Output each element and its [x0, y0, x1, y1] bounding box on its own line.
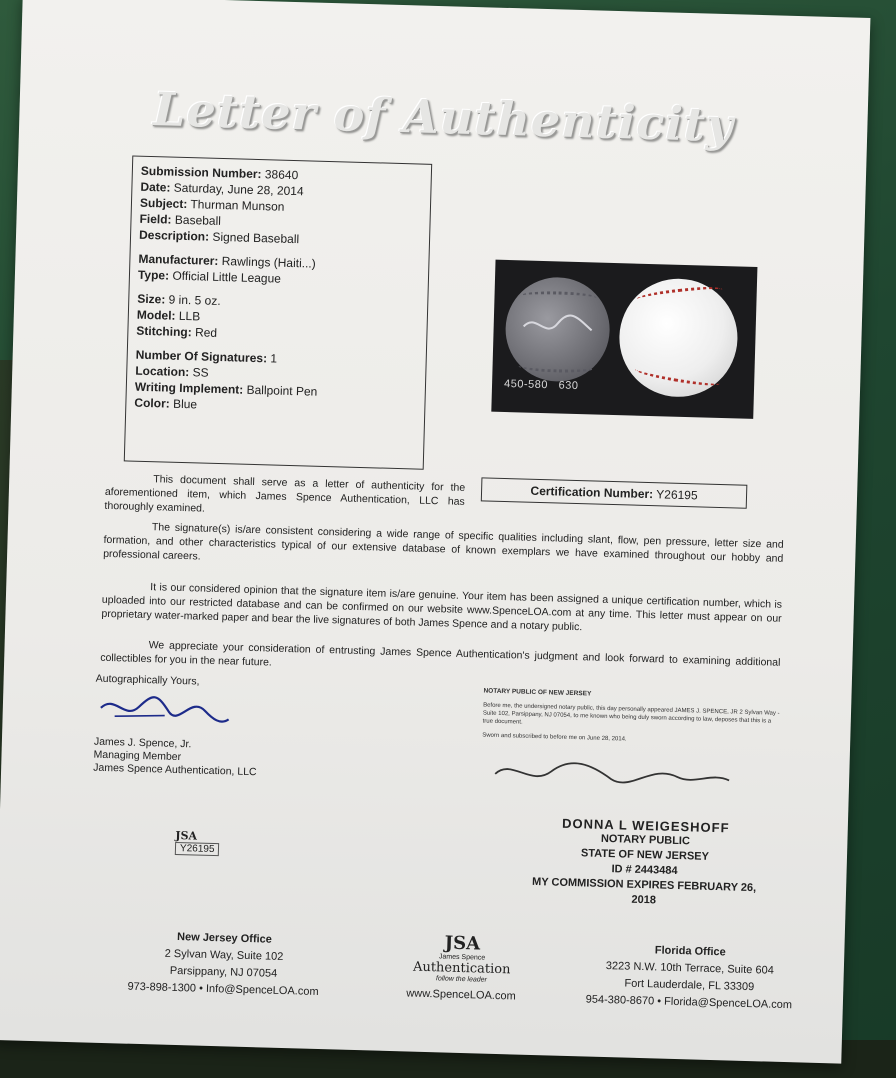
info-row: Type: Official Little League	[137, 267, 282, 286]
info-group-specs	[136, 291, 419, 347]
jsa-logo: JSA James Spence Authentication follow the leader www.SpenceLOA.com	[371, 931, 553, 1004]
info-row: Stitching: Red	[136, 323, 218, 340]
info-group-signature	[134, 347, 418, 419]
info-group-submission	[139, 163, 423, 251]
jsa-hologram-stamp: JSA Y26195	[175, 829, 220, 856]
notary-block	[481, 688, 784, 805]
item-info-box	[124, 155, 432, 469]
paragraph-consistency: The signature(s) is/are consistent considering a wide range of specific qualities including slant, flow, pen pressure, letter size and formation, and other characteristics typical of our extensive database of known exemplars we have examined throughout our hobby and professional careers.	[103, 521, 784, 565]
signoff-name: James J. Spence, Jr.	[93, 735, 192, 751]
footer-website: www.SpenceLOA.com	[406, 987, 516, 1003]
notary-body: Before me, the undersigned notary public, this day personally appeared JAMES J. SPENCE, JR 2 Sylvan Way - Suite 102, Parsippany, NJ 07054, to me known who being duly sworn according to law, deposes that this is a true document.	[482, 702, 780, 726]
info-row: Description: Signed Baseball	[138, 227, 300, 247]
info-row: Manufacturer: Rawlings (Haiti...)	[138, 251, 316, 271]
signoff-role: Managing Member	[93, 748, 182, 764]
baseball-signature-view	[504, 276, 611, 383]
footer-nj-office: New Jersey Office 2 Sylvan Way, Suite 102 Parsippany, NJ 07054 973-898-1300 • Info@SpenceLOA.com	[127, 931, 319, 999]
paragraph-opinion: It is our considered opinion that the signature item is/are genuine. Your item has been assigned a unique certification number, which is uploaded into our restricted database and can be confirmed on our website www.SpenceLOA.com at any time. This letter must appear on our proprietary water-marked paper and bear the live signatures of both James Spence and a notary public.	[101, 581, 783, 634]
notary-heading: NOTARY PUBLIC OF NEW JERSEY	[483, 687, 592, 698]
page-title: Letter of Authenticity	[152, 82, 735, 153]
paragraph-intro: This document shall serve as a letter of authenticity for the aforementioned item, which James Spence Authentication, LLC has thoroughly examined.	[104, 473, 466, 515]
info-row: Submission Number: 38640	[140, 163, 299, 183]
info-row: Subject: Thurman Munson	[139, 195, 285, 214]
signoff-closing: Autographically Yours,	[95, 672, 200, 688]
certification-number-box: Certification Number: Y26195	[481, 477, 748, 508]
info-group-manufacturer	[138, 251, 421, 291]
notary-seal: DONNA L WEIGESHOFF NOTARY PUBLIC STATE OF NEW JERSEY ID # 2443484 MY COMMISSION EXPIRES FEBRUARY 26, 2018	[531, 815, 757, 907]
signoff-block	[93, 673, 356, 782]
info-row: Date: Saturday, June 28, 2014	[140, 179, 304, 199]
notary-sworn: Sworn and subscribed to before me on June 28, 2014.	[482, 732, 627, 743]
info-row: Size: 9 in. 5 oz.	[137, 291, 221, 309]
info-row: Field: Baseball	[139, 211, 222, 228]
signature-scribble-icon	[504, 276, 611, 383]
notary-signature-icon	[481, 747, 742, 800]
info-row: Writing Implement: Ballpoint Pen	[134, 379, 318, 399]
spence-signature-icon	[94, 686, 235, 736]
info-row: Location: SS	[135, 363, 209, 380]
info-row: Model: LLB	[136, 307, 201, 324]
info-row: Number Of Signatures: 1	[135, 347, 278, 366]
footer-fl-office: Florida Office 3223 N.W. 10th Terrace, Suite 604 Fort Lauderdale, FL 33309 954-380-8670 • Florida@SpenceLOA.com	[585, 944, 793, 1012]
paragraph-closing: We appreciate your consideration of entrusting James Spence Authentication's judgment and look forward to examining additional collectibles for you in the near future.	[100, 639, 781, 669]
baseball-photo	[491, 260, 757, 419]
photo-scale-labels: 450-580 630	[503, 377, 579, 393]
info-row: Color: Blue	[134, 395, 198, 412]
baseball-front-view	[618, 277, 739, 398]
signoff-company: James Spence Authentication, LLC	[93, 761, 257, 779]
